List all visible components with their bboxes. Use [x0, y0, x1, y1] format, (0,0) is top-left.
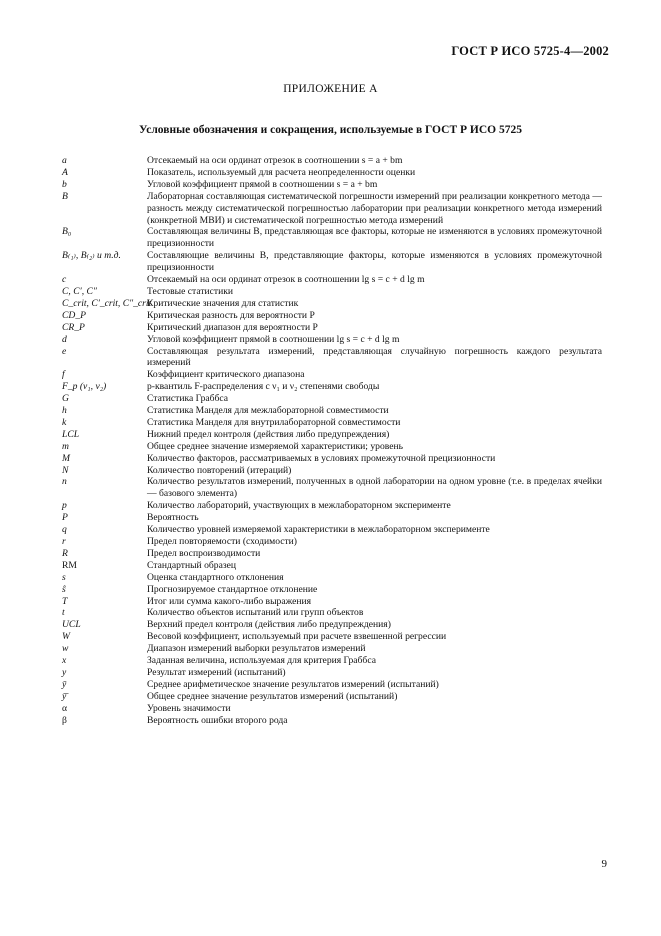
symbol-row — [62, 429, 602, 441]
symbol-row — [62, 274, 602, 286]
symbol-term: ŝ — [62, 583, 66, 595]
symbol-row — [62, 607, 602, 619]
symbol-definition: Уровень значимости — [147, 702, 231, 714]
symbol-term: f — [62, 369, 65, 381]
symbol-definition: Итог или сумма какого-либо выражения — [147, 595, 312, 607]
symbol-row — [62, 465, 602, 477]
symbol-term: B₍₁₎, B₍₂₎ и т.д. — [62, 250, 121, 262]
symbol-row — [62, 667, 602, 679]
symbol-row — [62, 476, 602, 500]
symbol-definition: Количество уровней измеряемой характеристики в межлабораторном эксперименте — [147, 524, 490, 536]
symbol-row — [62, 155, 602, 167]
symbol-row — [62, 655, 602, 667]
symbol-term: β — [62, 714, 67, 726]
symbol-term: ȳ — [62, 678, 67, 690]
symbol-row — [62, 631, 602, 643]
symbol-row — [62, 512, 602, 524]
symbol-definition: Верхний предел контроля (действия либо предупреждения) — [147, 619, 391, 631]
symbol-definition: Общее среднее значение измеряемой характеристики; уровень — [147, 440, 403, 452]
symbol-definition: Количество факторов, рассматриваемых в условиях промежуточной прецизионности — [147, 452, 496, 464]
symbol-term: e — [62, 345, 67, 357]
symbol-row — [62, 596, 602, 608]
appendix-heading: ПРИЛОЖЕНИЕ А — [283, 83, 378, 95]
symbol-term: n — [62, 476, 67, 488]
symbol-term: B — [62, 190, 68, 202]
symbol-term: P — [62, 512, 68, 524]
symbol-definition: Статистика Манделя для межлабораторной совместимости — [147, 405, 389, 417]
symbol-term: y — [62, 666, 67, 678]
symbol-row — [62, 191, 602, 227]
symbol-row — [62, 560, 602, 572]
symbol-definition: Критические значения для статистик — [147, 297, 299, 309]
symbol-term: m — [62, 440, 69, 452]
symbol-definition: Вероятность — [147, 512, 199, 524]
symbol-row — [62, 679, 602, 691]
symbol-term: A — [62, 166, 68, 178]
symbols-list — [62, 155, 602, 727]
symbol-definition: Угловой коэффициент прямой в соотношении lg s = c + d lg m — [147, 333, 400, 345]
symbol-row — [62, 536, 602, 548]
symbol-row — [62, 417, 602, 429]
symbol-term: C, C′, C″ — [62, 285, 97, 297]
symbol-term: α — [62, 702, 68, 714]
symbol-row — [62, 298, 602, 310]
symbol-definition: Среднее арифметическое значение результатов измерений (испытаний) — [147, 678, 439, 690]
symbol-row — [62, 715, 602, 727]
symbol-row — [62, 167, 602, 179]
symbol-term: t — [62, 607, 65, 619]
symbol-row — [62, 381, 602, 393]
symbol-term: R — [62, 547, 68, 559]
symbol-term: x — [62, 655, 67, 667]
symbol-term: w — [62, 643, 69, 655]
symbol-definition: Угловой коэффициент прямой в соотношении s = a + bm — [147, 178, 378, 190]
symbol-definition: Коэффициент критического диапазона — [147, 369, 305, 381]
symbol-term: LCL — [62, 428, 80, 440]
symbol-term: d — [62, 333, 67, 345]
symbol-row — [62, 369, 602, 381]
symbol-definition: Диапазон измерений выборки результатов измерений — [147, 643, 366, 655]
symbol-row — [62, 441, 602, 453]
symbol-definition: Критический диапазон для вероятности P — [147, 321, 318, 333]
symbol-term: q — [62, 524, 67, 536]
symbol-definition: Количество результатов измерений, полученных в одной лаборатории на одном уровне (т.е. в пределах ячейки — базового элемента) — [147, 476, 602, 500]
document-header: ГОСТ Р ИСО 5725-4—2002 — [451, 44, 609, 58]
symbol-definition: Предел повторяемости (сходимости) — [147, 536, 298, 547]
symbol-term: M — [62, 452, 70, 464]
symbol-row — [62, 346, 602, 370]
symbol-definition: p-квантиль F-распределения с ν₁ и ν₂ степенями свободы — [147, 381, 380, 393]
symbol-term: B₀ — [62, 226, 72, 238]
symbol-definition: Результат измерений (испытаний) — [147, 666, 286, 678]
symbol-definition: Стандартный образец — [147, 559, 237, 571]
symbol-row — [62, 334, 602, 346]
symbol-row — [62, 250, 602, 274]
symbol-term: c — [62, 274, 67, 286]
symbol-definition: Нижний предел контроля (действия либо предупреждения) — [147, 428, 390, 440]
symbol-term: W — [62, 631, 70, 643]
symbol-definition: Заданная величина, используемая для критерия Граббса — [147, 655, 376, 667]
symbol-definition: Оценка стандартного отклонения — [147, 571, 284, 583]
symbol-term: ȳ̄ — [62, 690, 67, 702]
symbol-definition: Статистика Манделя для внутрилабораторной совместимости — [147, 416, 401, 428]
symbol-definition: Количество объектов испытаний или групп объектов — [147, 607, 364, 619]
symbol-definition: Статистика Граббса — [147, 393, 229, 405]
symbol-row — [62, 703, 602, 715]
symbol-definition: Критическая разность для вероятности P — [147, 309, 315, 321]
symbol-row — [62, 691, 602, 703]
symbol-term: b — [62, 178, 67, 190]
symbol-row — [62, 584, 602, 596]
symbol-term: G — [62, 393, 69, 405]
symbol-term: T — [62, 595, 68, 607]
symbol-definition: Предел воспроизводимости — [147, 547, 261, 559]
symbol-term: p — [62, 500, 67, 512]
symbol-row — [62, 405, 602, 417]
symbol-row — [62, 453, 602, 465]
symbol-term: s — [62, 571, 66, 583]
symbol-row — [62, 393, 602, 405]
section-title: Условные обозначения и сокращения, используемые в ГОСТ Р ИСО 5725 — [139, 124, 522, 136]
symbol-definition: Прогнозируемое стандартное отклонение — [147, 583, 318, 595]
symbol-row — [62, 322, 602, 334]
symbol-term: F_p (ν₁, ν₂) — [62, 381, 107, 393]
symbol-row — [62, 500, 602, 512]
symbol-definition: Количество повторений (итераций) — [147, 464, 292, 476]
symbol-term: N — [62, 464, 69, 476]
symbol-term: a — [62, 155, 67, 166]
symbol-definition: Вероятность ошибки второго рода — [147, 714, 288, 726]
symbol-definition: Показатель, используемый для расчета неопределенности оценки — [147, 166, 416, 178]
symbol-definition: Составляющая величины B, представляющая все факторы, которые не изменяются в условиях промежуточной прецизионности — [147, 226, 602, 250]
symbol-definition: Составляющая результата измерений, представляющая случайную погрешность каждого результата измерений — [147, 345, 602, 369]
symbol-term: CD_P — [62, 309, 86, 321]
symbol-definition: Тестовые статистики — [147, 285, 234, 297]
page-number: 9 — [601, 858, 607, 870]
symbol-row — [62, 572, 602, 584]
symbol-row — [62, 286, 602, 298]
symbol-term: r — [62, 536, 66, 547]
symbol-definition: Весовой коэффициент, используемый при расчете взвешенной регрессии — [147, 631, 447, 643]
symbol-row — [62, 548, 602, 560]
symbol-definition: Лабораторная составляющая систематической погрешности измерений при реализации конкретного метода — разность между систематической погрешностью лаборатории при реализации конкретного метода измерений (конкретной МВИ) и систематической погрешностью метода измерений — [147, 190, 602, 226]
symbol-definition: Количество лабораторий, участвующих в межлабораторном эксперименте — [147, 500, 451, 512]
symbol-row — [62, 524, 602, 536]
symbol-row — [62, 643, 602, 655]
symbol-row — [62, 310, 602, 322]
symbol-definition: Общее среднее значение результатов измерений (испытаний) — [147, 690, 398, 702]
symbol-term: h — [62, 405, 67, 417]
symbol-row — [62, 226, 602, 250]
symbol-row — [62, 619, 602, 631]
symbol-definition: Отсекаемый на оси ординат отрезок в соотношении lg s = c + d lg m — [147, 274, 425, 286]
symbol-term: C_crit, C′_crit, C″_crit — [62, 297, 152, 309]
symbol-definition: Отсекаемый на оси ординат отрезок в соотношении s = a + bm — [147, 155, 403, 166]
symbol-row — [62, 179, 602, 191]
symbol-term: CR_P — [62, 321, 85, 333]
symbol-term: UCL — [62, 619, 81, 631]
symbol-term: RM — [62, 559, 77, 571]
symbol-definition: Составляющие величины B, представляющие факторы, которые изменяются в условиях промежуточной прецизионности — [147, 250, 602, 274]
symbol-term: k — [62, 416, 67, 428]
